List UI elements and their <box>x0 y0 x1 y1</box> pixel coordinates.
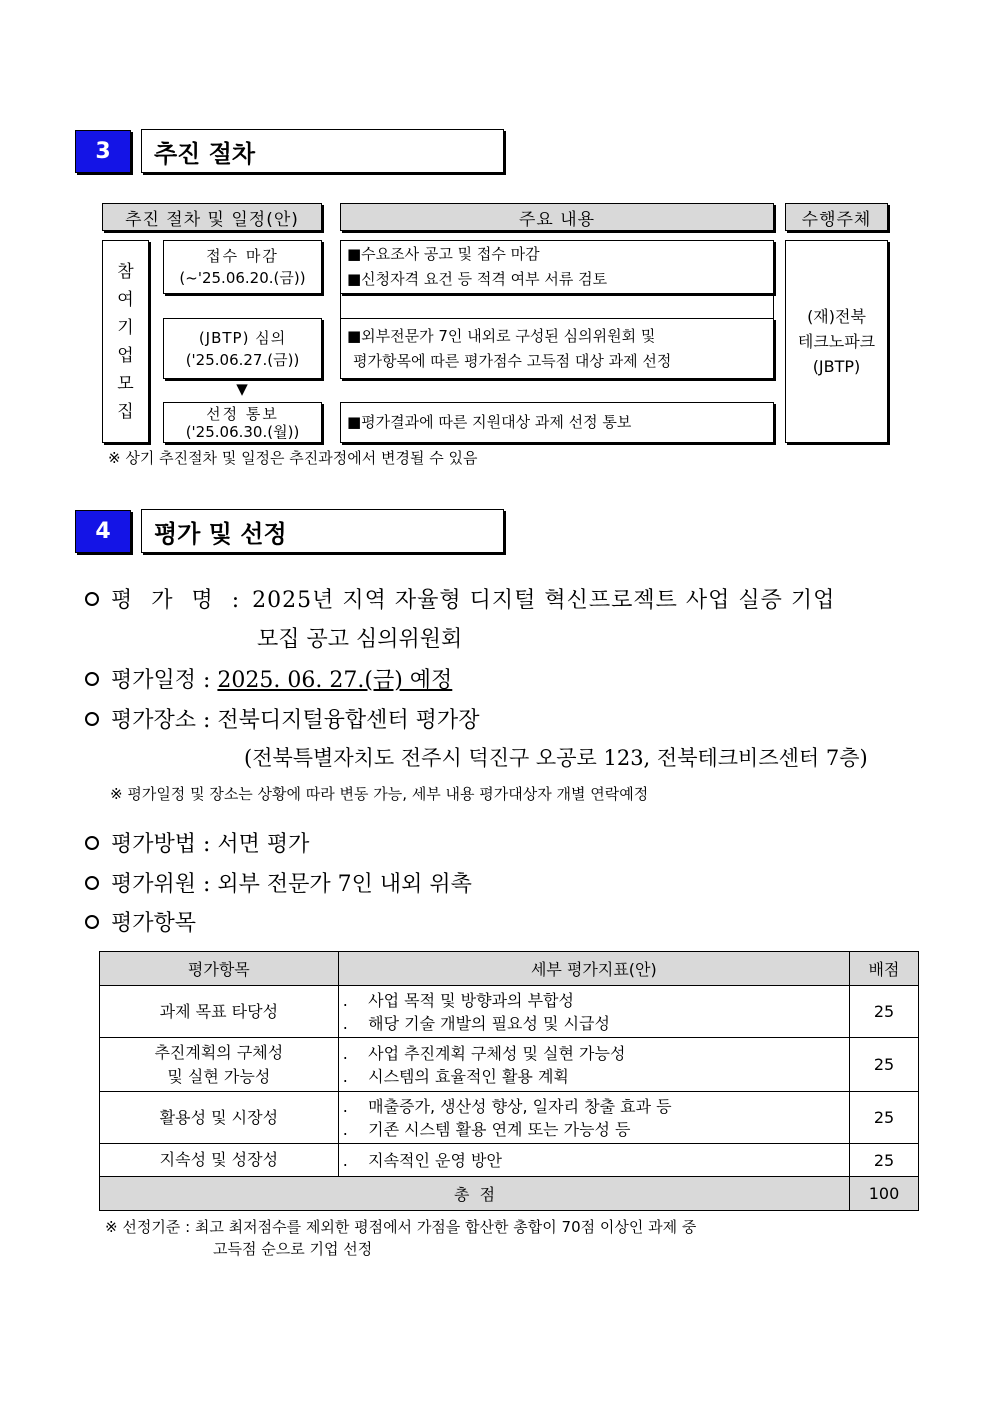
table-header-score: 배점 <box>850 952 919 986</box>
eval-method-row: 평가방법 : 서면 평가 <box>85 827 309 858</box>
bullet-circle-icon <box>85 592 99 606</box>
step-receipt-deadline: 접수 마감 (~'25.06.20.(금)) <box>163 240 322 294</box>
eval-items-row: 평가항목 <box>85 906 196 937</box>
eval-place-address: (전북특별자치도 전주시 덕진구 오공로 123, 전북테크비즈센터 7층) <box>244 746 868 770</box>
side-label-recruitment: 참 여 기 업 모 집 <box>102 240 149 443</box>
eval-place-note: ※ 평가일정 및 장소는 상황에 따라 변동 가능, 세부 내용 평가대상자 개별 연락예정 <box>110 785 649 803</box>
executor-box: (재)전북 테크노파크 (JBTP) <box>785 240 888 443</box>
table-header-category: 평가항목 <box>100 952 339 986</box>
header-procedure: 추진 절차 및 일정(안) <box>102 203 322 231</box>
step-notification-content: ■평가결과에 따른 지원대상 과제 선정 통보 <box>340 402 774 443</box>
table-row: 지속성 및 성장성 . 지속적인 운영 방안 25 <box>100 1144 919 1177</box>
bullet-circle-icon <box>85 915 99 929</box>
step-receipt-content: ■수요조사 공고 및 접수 마감 ■신청자격 요건 등 적격 여부 서류 검토 <box>340 240 774 294</box>
total-label: 총 점 <box>100 1177 850 1211</box>
schedule-change-note: ※ 상기 추진절차 및 일정은 추진과정에서 변경될 수 있음 <box>108 449 478 467</box>
arrow-down-icon: ▼ <box>236 380 248 398</box>
section-3-number: 3 <box>75 130 131 173</box>
selection-criteria-note: ※ 선정기준 : 최고 최저점수를 제외한 평점에서 가점을 합산한 총합이 70점 이상인 과제 중 <box>105 1218 697 1236</box>
table-header-criteria: 세부 평가지표(안) <box>338 952 849 986</box>
section-4-title: 평가 및 선정 <box>141 509 504 553</box>
table-row: 과제 목표 타당성 . 사업 목적 및 방향과의 부합성 . 해당 기술 개발의 필요성 및 시급성 25 <box>100 986 919 1038</box>
bullet-circle-icon <box>85 836 99 850</box>
bullet-circle-icon <box>85 876 99 890</box>
eval-place-row: 평가장소 : 전북디지털융합센터 평가장 <box>85 703 479 734</box>
evaluation-table <box>99 951 919 1211</box>
selection-criteria-note-line2: 고득점 순으로 기업 선정 <box>213 1240 373 1258</box>
bullet-circle-icon <box>85 712 99 726</box>
eval-name-row: 평 가 명 : 2025년 지역 자율형 디지털 혁신프로젝트 사업 실증 기업 <box>85 583 835 614</box>
section-4-number: 4 <box>75 510 131 553</box>
eval-members-row: 평가위원 : 외부 전문가 7인 내외 위촉 <box>85 867 472 898</box>
eval-name-line2: 모집 공고 심의위원회 <box>257 627 463 652</box>
section-3-title: 추진 절차 <box>141 129 504 173</box>
step-notification: 선정 통보 ('25.06.30.(월)) <box>163 402 322 443</box>
step-review-content: ■외부전문가 7인 내외로 구성된 심의위원회 및 평가항목에 따른 평가점수 고득점 대상 과제 선정 <box>340 318 774 379</box>
step-review: (JBTP) 심의 ('25.06.27.(금)) <box>163 318 322 379</box>
content-connector <box>340 294 774 318</box>
table-total-row <box>100 1177 919 1211</box>
header-executor: 수행주체 <box>785 203 888 231</box>
total-score: 100 <box>850 1177 919 1211</box>
header-content: 주요 내용 <box>340 203 774 231</box>
bullet-circle-icon <box>85 672 99 686</box>
table-row: 추진계획의 구체성 및 실현 가능성 . 사업 추진계획 구체성 및 실현 가능성 . 시스템의 효율적인 활용 계획 25 <box>100 1038 919 1092</box>
table-row: 활용성 및 시장성 . 매출증가, 생산성 향상, 일자리 창출 효과 등 . 기존 시스템 활용 연계 또는 가능성 등 25 <box>100 1092 919 1144</box>
eval-schedule-row: 평가일정 : 2025. 06. 27.(금) 예정 <box>85 663 452 694</box>
table-header-row <box>100 952 919 986</box>
